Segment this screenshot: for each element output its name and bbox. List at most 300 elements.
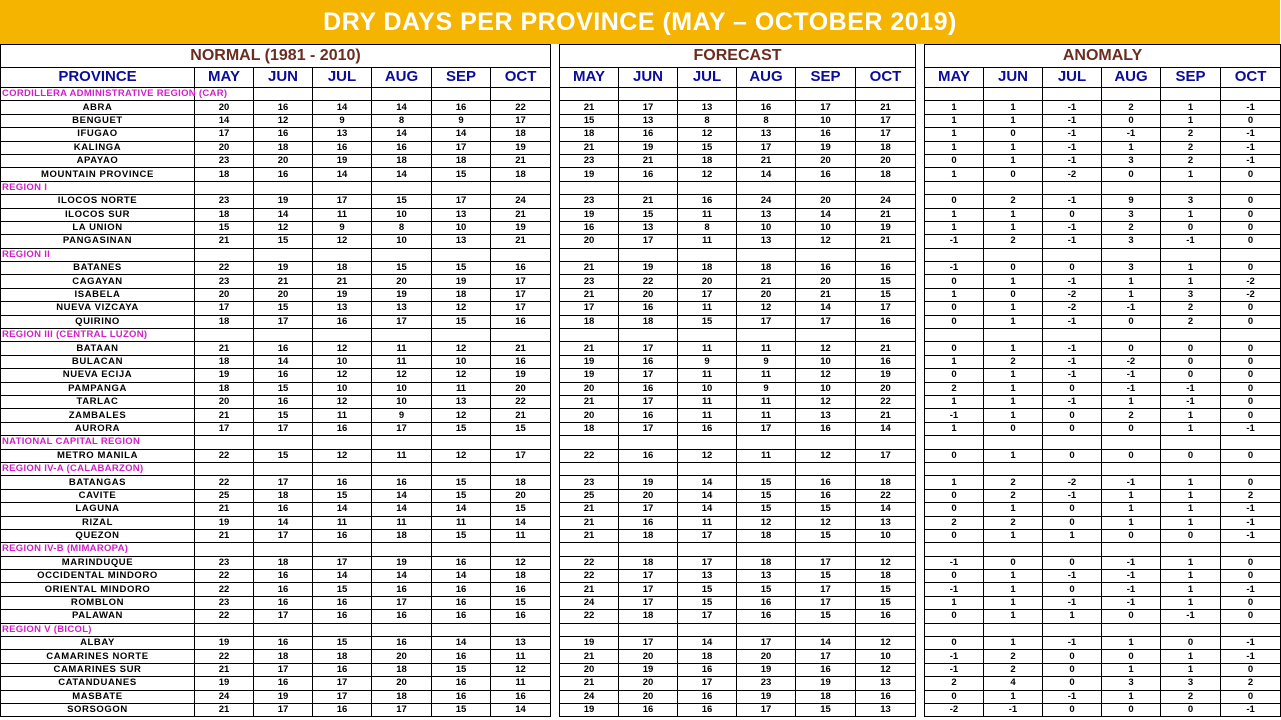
forecast-value-cell: 16 — [678, 663, 737, 676]
region-empty-cell — [195, 329, 254, 342]
anomaly-value-cell: -1 — [1043, 195, 1102, 208]
forecast-value-cell: 8 — [678, 221, 737, 234]
anomaly-value-cell: 0 — [925, 489, 984, 502]
forecast-value-cell: 13 — [737, 235, 796, 248]
normal-value-cell: 18 — [432, 154, 491, 167]
table-row — [925, 235, 1281, 248]
normal-value-cell: 8 — [372, 114, 432, 127]
forecast-value-cell: 10 — [856, 650, 916, 663]
forecast-value-cell: 12 — [678, 168, 737, 181]
normal-value-cell: 19 — [313, 288, 372, 301]
anomaly-value-cell: 0 — [1221, 395, 1281, 408]
table-row — [1, 489, 551, 502]
table-row — [560, 690, 916, 703]
normal-value-cell: 24 — [195, 690, 254, 703]
normal-value-cell: 12 — [313, 235, 372, 248]
normal-value-cell: 17 — [491, 114, 551, 127]
forecast-month-header: OCT — [856, 67, 916, 88]
table-row — [560, 195, 916, 208]
table-row — [925, 369, 1281, 382]
anomaly-value-cell: -1 — [1043, 315, 1102, 328]
anomaly-value-cell: -1 — [1043, 221, 1102, 234]
normal-value-cell: 17 — [254, 703, 313, 716]
region-empty-cell — [856, 329, 916, 342]
forecast-value-cell: 16 — [678, 195, 737, 208]
anomaly-value-cell: -1 — [984, 703, 1043, 716]
normal-value-cell: 16 — [432, 596, 491, 609]
normal-value-cell: 16 — [254, 128, 313, 141]
table-row — [560, 489, 916, 502]
region-empty-cell — [432, 623, 491, 636]
normal-value-cell: 16 — [313, 476, 372, 489]
anomaly-value-cell: 1 — [925, 114, 984, 127]
region-empty-cell — [195, 181, 254, 194]
province-name: TARLAC — [1, 395, 195, 408]
normal-value-cell: 16 — [254, 168, 313, 181]
normal-value-cell: 16 — [254, 369, 313, 382]
normal-value-cell: 17 — [195, 128, 254, 141]
forecast-group-header-row — [560, 45, 916, 68]
table-row — [1, 422, 551, 435]
forecast-value-cell: 23 — [737, 677, 796, 690]
normal-value-cell: 22 — [491, 395, 551, 408]
region-empty-cell — [1043, 181, 1102, 194]
table-row — [1, 556, 551, 569]
anomaly-value-cell: 1 — [984, 342, 1043, 355]
anomaly-value-cell: 0 — [1221, 690, 1281, 703]
anomaly-value-cell: 0 — [925, 637, 984, 650]
forecast-value-cell: 21 — [560, 516, 619, 529]
region-row — [1, 248, 551, 261]
region-empty-cell — [313, 329, 372, 342]
region-empty-cell — [1102, 436, 1161, 449]
anomaly-value-cell: 1 — [1161, 570, 1221, 583]
anomaly-value-cell: -1 — [925, 235, 984, 248]
region-name: CORDILLERA ADMINISTRATIVE REGION (CAR) — [2, 88, 228, 100]
anomaly-value-cell: 0 — [1221, 556, 1281, 569]
anomaly-value-cell: 0 — [1043, 677, 1102, 690]
region-empty-cell — [925, 436, 984, 449]
anomaly-value-cell: -1 — [1043, 489, 1102, 502]
anomaly-value-cell: 0 — [1161, 529, 1221, 542]
anomaly-value-cell: 1 — [1161, 596, 1221, 609]
table-row — [925, 208, 1281, 221]
forecast-value-cell: 19 — [560, 369, 619, 382]
anomaly-value-cell: 0 — [984, 288, 1043, 301]
province-name: LA UNION — [1, 221, 195, 234]
normal-value-cell: 16 — [313, 422, 372, 435]
table-row — [560, 302, 916, 315]
normal-value-cell: 19 — [491, 221, 551, 234]
region-name: NATIONAL CAPITAL REGION — [1, 436, 195, 449]
normal-value-cell: 17 — [195, 422, 254, 435]
forecast-value-cell: 13 — [619, 114, 678, 127]
region-empty-cell — [737, 623, 796, 636]
table-row — [925, 302, 1281, 315]
table-row — [560, 288, 916, 301]
anomaly-value-cell: 1 — [984, 141, 1043, 154]
table-row — [1, 302, 551, 315]
forecast-value-cell: 17 — [796, 596, 856, 609]
forecast-value-cell: 18 — [560, 128, 619, 141]
anomaly-value-cell: -1 — [925, 583, 984, 596]
region-empty-cell — [1161, 329, 1221, 342]
anomaly-value-cell: 1 — [984, 275, 1043, 288]
normal-value-cell: 15 — [491, 596, 551, 609]
region-row — [1, 462, 551, 475]
region-row — [925, 88, 1281, 101]
region-empty-cell — [254, 623, 313, 636]
province-name: BATAAN — [1, 342, 195, 355]
region-empty-cell — [984, 248, 1043, 261]
normal-value-cell: 20 — [254, 288, 313, 301]
forecast-value-cell: 20 — [560, 235, 619, 248]
normal-value-cell: 19 — [195, 516, 254, 529]
table-row — [560, 677, 916, 690]
normal-value-cell: 16 — [372, 141, 432, 154]
table-row — [925, 128, 1281, 141]
anomaly-month-header: JUN — [984, 67, 1043, 88]
forecast-value-cell: 17 — [796, 583, 856, 596]
province-name: IFUGAO — [1, 128, 195, 141]
region-empty-cell — [619, 623, 678, 636]
normal-value-cell: 12 — [313, 449, 372, 462]
normal-value-cell: 13 — [372, 302, 432, 315]
anomaly-value-cell: 1 — [984, 369, 1043, 382]
anomaly-value-cell: 0 — [1043, 650, 1102, 663]
normal-value-cell: 17 — [254, 476, 313, 489]
normal-value-cell: 16 — [432, 101, 491, 114]
normal-value-cell: 13 — [313, 128, 372, 141]
normal-value-cell: 23 — [195, 275, 254, 288]
normal-value-cell: 17 — [313, 556, 372, 569]
normal-value-cell: 15 — [372, 195, 432, 208]
province-name: QUIRINO — [1, 315, 195, 328]
forecast-value-cell: 20 — [796, 154, 856, 167]
region-empty-cell — [856, 462, 916, 475]
forecast-value-cell: 16 — [737, 610, 796, 623]
table-row — [560, 650, 916, 663]
normal-value-cell: 15 — [432, 262, 491, 275]
normal-value-cell: 11 — [372, 449, 432, 462]
anomaly-value-cell: 2 — [1102, 221, 1161, 234]
region-empty-cell — [678, 88, 737, 101]
forecast-value-cell: 14 — [678, 637, 737, 650]
region-empty-cell — [856, 623, 916, 636]
forecast-value-cell: 11 — [678, 302, 737, 315]
normal-value-cell: 20 — [372, 650, 432, 663]
forecast-value-cell: 25 — [560, 489, 619, 502]
normal-value-cell: 23 — [195, 154, 254, 167]
normal-value-cell: 15 — [432, 703, 491, 716]
anomaly-value-cell: 1 — [925, 288, 984, 301]
forecast-value-cell: 21 — [856, 208, 916, 221]
forecast-value-cell: 11 — [737, 395, 796, 408]
forecast-value-cell: 18 — [678, 650, 737, 663]
anomaly-value-cell: 1 — [1102, 275, 1161, 288]
normal-value-cell: 17 — [432, 195, 491, 208]
normal-value-cell: 17 — [313, 690, 372, 703]
normal-value-cell: 21 — [491, 154, 551, 167]
normal-value-cell: 16 — [372, 637, 432, 650]
table-row — [925, 288, 1281, 301]
province-name: NUEVA VIZCAYA — [1, 302, 195, 315]
region-empty-cell — [796, 329, 856, 342]
region-empty-cell — [1161, 248, 1221, 261]
normal-value-cell: 16 — [313, 703, 372, 716]
forecast-value-cell: 12 — [678, 128, 737, 141]
region-empty-cell — [925, 462, 984, 475]
forecast-value-cell: 22 — [560, 449, 619, 462]
region-empty-cell — [984, 462, 1043, 475]
forecast-value-cell: 11 — [678, 369, 737, 382]
anomaly-value-cell: -1 — [1102, 570, 1161, 583]
normal-value-cell: 9 — [372, 409, 432, 422]
normal-value-cell: 18 — [254, 141, 313, 154]
table-row — [560, 128, 916, 141]
forecast-value-cell: 17 — [619, 422, 678, 435]
anomaly-value-cell: 2 — [984, 650, 1043, 663]
table-row — [1, 369, 551, 382]
table-row — [1, 208, 551, 221]
region-empty-cell — [1102, 329, 1161, 342]
forecast-value-cell: 15 — [737, 503, 796, 516]
province-name: ROMBLON — [1, 596, 195, 609]
forecast-value-cell: 17 — [678, 610, 737, 623]
table-row — [560, 422, 916, 435]
region-row — [925, 181, 1281, 194]
forecast-value-cell: 21 — [560, 650, 619, 663]
anomaly-value-cell: 1 — [925, 168, 984, 181]
forecast-value-cell: 12 — [856, 663, 916, 676]
forecast-value-cell: 18 — [619, 315, 678, 328]
normal-value-cell: 17 — [432, 141, 491, 154]
region-empty-cell — [984, 543, 1043, 556]
anomaly-value-cell: 0 — [1221, 570, 1281, 583]
normal-value-cell: 17 — [313, 677, 372, 690]
normal-value-cell: 12 — [313, 395, 372, 408]
anomaly-month-header: AUG — [1102, 67, 1161, 88]
table-row — [925, 275, 1281, 288]
forecast-value-cell: 20 — [796, 195, 856, 208]
normal-value-cell: 17 — [372, 703, 432, 716]
forecast-value-cell: 19 — [796, 677, 856, 690]
anomaly-month-header: SEP — [1161, 67, 1221, 88]
anomaly-value-cell: 1 — [984, 529, 1043, 542]
forecast-value-cell: 17 — [619, 101, 678, 114]
anomaly-value-cell: -1 — [1221, 637, 1281, 650]
forecast-value-cell: 12 — [737, 516, 796, 529]
forecast-value-cell: 16 — [737, 596, 796, 609]
table-row — [560, 342, 916, 355]
anomaly-value-cell: -2 — [1043, 168, 1102, 181]
normal-value-cell: 13 — [491, 637, 551, 650]
region-empty-cell — [195, 623, 254, 636]
forecast-value-cell: 20 — [619, 690, 678, 703]
anomaly-value-cell: 0 — [1161, 221, 1221, 234]
anomaly-value-cell: 1 — [1161, 114, 1221, 127]
region-empty-cell — [313, 543, 372, 556]
region-empty-cell — [372, 181, 432, 194]
normal-value-cell: 15 — [432, 315, 491, 328]
forecast-value-cell: 21 — [560, 677, 619, 690]
forecast-value-cell: 18 — [856, 141, 916, 154]
normal-value-cell: 14 — [372, 128, 432, 141]
anomaly-value-cell: 0 — [1221, 476, 1281, 489]
anomaly-value-cell: -2 — [1221, 288, 1281, 301]
province-name: KALINGA — [1, 141, 195, 154]
anomaly-value-cell: 1 — [1161, 208, 1221, 221]
normal-value-cell: 18 — [491, 168, 551, 181]
region-row — [560, 248, 916, 261]
anomaly-value-cell: 0 — [1161, 449, 1221, 462]
anomaly-value-cell: -2 — [1221, 275, 1281, 288]
anomaly-value-cell: 0 — [1102, 422, 1161, 435]
region-empty-cell — [796, 248, 856, 261]
province-name: QUEZON — [1, 529, 195, 542]
region-empty-cell — [796, 181, 856, 194]
normal-value-cell: 12 — [432, 369, 491, 382]
forecast-value-cell: 13 — [619, 221, 678, 234]
forecast-value-cell: 16 — [619, 355, 678, 368]
table-row — [925, 489, 1281, 502]
forecast-value-cell: 17 — [560, 302, 619, 315]
forecast-value-cell: 18 — [737, 529, 796, 542]
forecast-section-title: FORECAST — [560, 45, 916, 68]
forecast-value-cell: 17 — [737, 703, 796, 716]
forecast-value-cell: 11 — [737, 409, 796, 422]
forecast-value-cell: 10 — [678, 382, 737, 395]
forecast-value-cell: 21 — [737, 275, 796, 288]
table-row — [560, 583, 916, 596]
forecast-value-cell: 10 — [856, 529, 916, 542]
anomaly-value-cell: 1 — [925, 141, 984, 154]
region-row — [560, 462, 916, 475]
normal-value-cell: 16 — [372, 610, 432, 623]
normal-value-cell: 15 — [432, 529, 491, 542]
normal-value-cell: 20 — [491, 382, 551, 395]
region-empty-cell — [678, 436, 737, 449]
forecast-value-cell: 13 — [856, 677, 916, 690]
table-row — [925, 503, 1281, 516]
region-empty-cell — [678, 462, 737, 475]
normal-value-cell: 22 — [195, 476, 254, 489]
anomaly-value-cell: -1 — [1102, 128, 1161, 141]
anomaly-value-cell: 1 — [1102, 141, 1161, 154]
anomaly-value-cell: 0 — [1102, 449, 1161, 462]
table-row — [560, 703, 916, 716]
normal-value-cell: 12 — [254, 221, 313, 234]
anomaly-value-cell: 0 — [1043, 208, 1102, 221]
normal-value-cell: 14 — [432, 503, 491, 516]
normal-month-header: MAY — [195, 67, 254, 88]
forecast-value-cell: 20 — [619, 650, 678, 663]
region-empty-cell — [372, 88, 432, 101]
normal-value-cell: 15 — [254, 449, 313, 462]
normal-value-cell: 11 — [372, 516, 432, 529]
region-row — [560, 436, 916, 449]
forecast-value-cell: 21 — [560, 101, 619, 114]
region-empty-cell — [1221, 329, 1281, 342]
anomaly-value-cell: -1 — [1161, 382, 1221, 395]
normal-value-cell: 21 — [491, 208, 551, 221]
anomaly-value-cell: 0 — [1043, 503, 1102, 516]
forecast-value-cell: 16 — [619, 382, 678, 395]
normal-value-cell: 18 — [491, 128, 551, 141]
region-empty-cell — [796, 88, 856, 101]
normal-value-cell: 18 — [313, 262, 372, 275]
region-empty-cell — [432, 329, 491, 342]
region-empty-cell — [796, 543, 856, 556]
table-row — [1, 221, 551, 234]
anomaly-value-cell: 0 — [925, 315, 984, 328]
normal-value-cell: 17 — [313, 195, 372, 208]
region-empty-cell — [1102, 462, 1161, 475]
normal-value-cell: 18 — [372, 690, 432, 703]
region-row — [560, 181, 916, 194]
forecast-value-cell: 12 — [678, 449, 737, 462]
anomaly-value-cell: -1 — [925, 409, 984, 422]
normal-value-cell: 17 — [491, 449, 551, 462]
region-row — [925, 248, 1281, 261]
region-empty-cell — [560, 88, 619, 101]
anomaly-value-cell: 1 — [1161, 476, 1221, 489]
anomaly-value-cell: -1 — [1221, 422, 1281, 435]
table-row — [1, 154, 551, 167]
forecast-value-cell: 20 — [856, 154, 916, 167]
table-row — [560, 141, 916, 154]
anomaly-value-cell: 3 — [1161, 288, 1221, 301]
forecast-value-cell: 14 — [856, 422, 916, 435]
region-empty-cell — [313, 436, 372, 449]
region-empty-cell — [313, 181, 372, 194]
forecast-value-cell: 11 — [737, 449, 796, 462]
anomaly-value-cell: 1 — [925, 101, 984, 114]
table-row — [1, 570, 551, 583]
anomaly-value-cell: 0 — [1221, 114, 1281, 127]
anomaly-value-cell: 0 — [1043, 382, 1102, 395]
anomaly-value-cell: 2 — [925, 516, 984, 529]
anomaly-value-cell: 0 — [1102, 703, 1161, 716]
anomaly-value-cell: -1 — [1221, 128, 1281, 141]
forecast-value-cell: 16 — [619, 703, 678, 716]
normal-value-cell: 16 — [432, 610, 491, 623]
region-empty-cell — [195, 248, 254, 261]
normal-value-cell: 12 — [491, 663, 551, 676]
anomaly-value-cell: 0 — [1221, 195, 1281, 208]
anomaly-value-cell: 1 — [925, 476, 984, 489]
forecast-value-cell: 16 — [678, 703, 737, 716]
province-column-header: PROVINCE — [1, 67, 195, 88]
forecast-value-cell: 24 — [560, 596, 619, 609]
table-row — [1, 703, 551, 716]
province-name: CATANDUANES — [1, 677, 195, 690]
forecast-value-cell: 23 — [560, 154, 619, 167]
table-row — [560, 154, 916, 167]
region-empty-cell — [678, 623, 737, 636]
table-row — [1, 449, 551, 462]
forecast-value-cell: 8 — [678, 114, 737, 127]
region-empty-cell — [254, 248, 313, 261]
province-name: APAYAO — [1, 154, 195, 167]
normal-value-cell: 17 — [372, 315, 432, 328]
forecast-value-cell: 12 — [737, 302, 796, 315]
normal-value-cell: 19 — [432, 275, 491, 288]
normal-value-cell: 16 — [491, 355, 551, 368]
normal-value-cell: 18 — [372, 154, 432, 167]
region-empty-cell — [1221, 88, 1281, 101]
table-row — [560, 637, 916, 650]
